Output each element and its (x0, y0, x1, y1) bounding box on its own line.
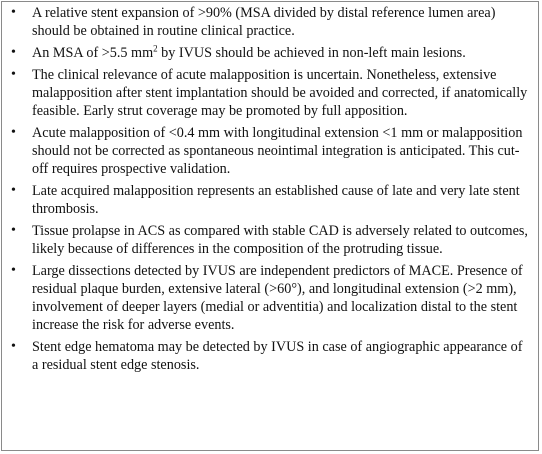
list-item (2, 4, 538, 40)
item-text: The clinical relevance of acute malapposition is uncertain. Nonetheless, extensive malapposition after stent implantation should be avoided and corrected, if anatomically feasible. Early strut coverage may be promoted by full apposition. (32, 67, 528, 119)
list-item (2, 66, 538, 120)
list-item (2, 262, 538, 334)
list-item (2, 182, 538, 218)
list-item (2, 44, 538, 62)
item-text: Late acquired malapposition represents an established cause of late and very late stent thrombosis. (32, 183, 520, 217)
item-text: Acute malapposition of <0.4 mm with longitudinal extension <1 mm or malapposition should not be corrected as spontaneous neointimal integration is anticipated. This cut-off requires prospective validation. (32, 125, 523, 177)
bullet-icon: • (11, 263, 16, 278)
item-text: A relative stent expansion of >90% (MSA divided by distal reference lumen area) should be obtained in routine clinical practice. (32, 5, 496, 39)
bullet-icon: • (11, 339, 16, 354)
bullet-icon: • (11, 223, 16, 238)
list-item (2, 222, 538, 258)
item-text: Stent edge hematoma may be detected by IVUS in case of angiographic appearance of a residual stent edge stenosis. (32, 339, 523, 373)
item-text-before: An MSA of >5.5 mm (32, 45, 154, 61)
recommendations-box (1, 1, 539, 451)
bullet-icon: • (11, 5, 16, 20)
item-superscript: 2 (153, 43, 158, 54)
item-text-after: by IVUS should be achieved in non-left main lesions. (157, 45, 466, 61)
item-text: Large dissections detected by IVUS are independent predictors of MACE. Presence of residual plaque burden, extensive lateral (>60°), and longitudinal extension (>2 mm), involvement of deeper layers (medial or adventitia) and localization distal to the stent increase the risk for adverse events. (32, 263, 523, 333)
bullet-icon: • (11, 125, 16, 140)
bullet-icon: • (11, 45, 16, 60)
bullet-icon: • (11, 67, 16, 82)
bullet-icon: • (11, 183, 16, 198)
list-item (2, 124, 538, 178)
list-item (2, 338, 538, 374)
recommendations-list (2, 4, 538, 378)
item-text: Tissue prolapse in ACS as compared with stable CAD is adversely related to outcomes, likely because of differences in the composition of the protruding tissue. (32, 223, 528, 257)
